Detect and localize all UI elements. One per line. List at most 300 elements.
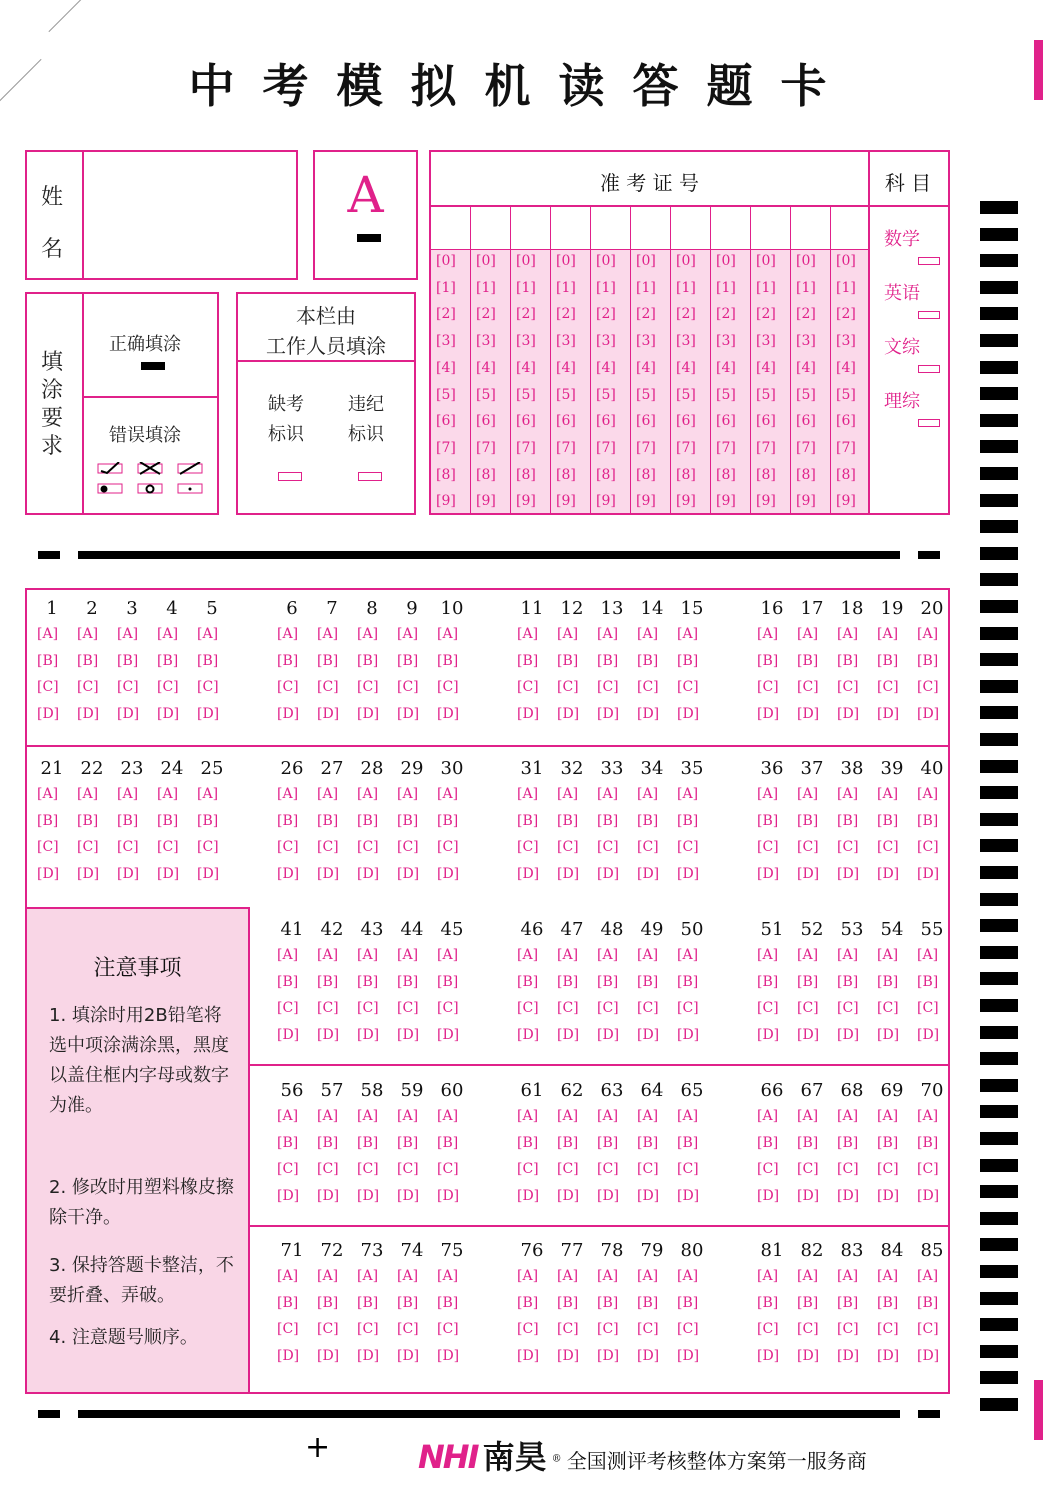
answer-bubble-a[interactable]: [A]: [677, 1108, 699, 1124]
exam-id-bubble[interactable]: [596, 467, 616, 483]
exam-id-bubble[interactable]: [476, 280, 496, 296]
answer-bubble-c[interactable]: [C]: [677, 839, 699, 855]
answer-bubble-c[interactable]: [C]: [277, 679, 299, 695]
exam-id-bubble[interactable]: [716, 253, 736, 269]
answer-bubble-d[interactable]: [D]: [877, 705, 900, 722]
answer-bubble-b[interactable]: [B]: [637, 652, 659, 669]
answer-bubble-a[interactable]: [A]: [277, 947, 299, 963]
answer-bubble-b[interactable]: [B]: [797, 1134, 819, 1151]
answer-bubble-a[interactable]: [A]: [397, 947, 419, 963]
exam-id-bubble[interactable]: [796, 333, 816, 349]
exam-id-bubble[interactable]: [516, 333, 536, 349]
answer-bubble-c[interactable]: [C]: [277, 1000, 299, 1016]
exam-id-bubble[interactable]: [676, 280, 696, 296]
answer-bubble-b[interactable]: [B]: [677, 812, 699, 829]
exam-id-bubble[interactable]: [516, 467, 536, 483]
exam-id-bubble[interactable]: [556, 440, 576, 456]
answer-bubble-d[interactable]: [D]: [757, 865, 780, 882]
answer-bubble-c[interactable]: [C]: [597, 1161, 619, 1177]
answer-bubble-d[interactable]: [D]: [637, 1347, 660, 1364]
answer-bubble-d[interactable]: [D]: [277, 1347, 300, 1364]
answer-bubble-d[interactable]: [D]: [517, 705, 540, 722]
answer-bubble-c[interactable]: [C]: [437, 1321, 459, 1337]
exam-id-bubble[interactable]: [756, 413, 776, 429]
answer-bubble-b[interactable]: [B]: [517, 1294, 539, 1311]
answer-bubble-d[interactable]: [D]: [677, 705, 700, 722]
answer-bubble-b[interactable]: [B]: [597, 973, 619, 990]
answer-bubble-a[interactable]: [A]: [837, 947, 859, 963]
exam-id-bubble[interactable]: [676, 440, 696, 456]
answer-bubble-b[interactable]: [B]: [37, 652, 59, 669]
answer-bubble-b[interactable]: [B]: [277, 812, 299, 829]
exam-id-bubble[interactable]: [716, 493, 736, 509]
exam-id-bubble[interactable]: [556, 413, 576, 429]
answer-bubble-a[interactable]: [A]: [877, 1268, 899, 1284]
answer-bubble-c[interactable]: [C]: [317, 839, 339, 855]
exam-id-bubble[interactable]: [436, 467, 456, 483]
answer-bubble-a[interactable]: [A]: [277, 1268, 299, 1284]
answer-bubble-a[interactable]: [A]: [757, 786, 779, 802]
answer-bubble-b[interactable]: [B]: [317, 973, 339, 990]
exam-id-bubble[interactable]: [716, 306, 736, 322]
answer-bubble-c[interactable]: [C]: [277, 1161, 299, 1177]
answer-bubble-a[interactable]: [A]: [597, 1268, 619, 1284]
answer-bubble-b[interactable]: [B]: [157, 812, 179, 829]
answer-bubble-c[interactable]: [C]: [757, 679, 779, 695]
answer-bubble-a[interactable]: [A]: [917, 947, 939, 963]
exam-id-bubble[interactable]: [476, 493, 496, 509]
answer-bubble-d[interactable]: [D]: [317, 1347, 340, 1364]
answer-bubble-b[interactable]: [B]: [317, 1294, 339, 1311]
answer-bubble-a[interactable]: [A]: [397, 1268, 419, 1284]
answer-bubble-b[interactable]: [B]: [797, 812, 819, 829]
answer-bubble-b[interactable]: [B]: [797, 1294, 819, 1311]
answer-bubble-c[interactable]: [C]: [797, 1321, 819, 1337]
answer-bubble-c[interactable]: [C]: [677, 1000, 699, 1016]
answer-bubble-c[interactable]: [C]: [157, 679, 179, 695]
answer-bubble-b[interactable]: [B]: [917, 973, 939, 990]
answer-bubble-a[interactable]: [A]: [437, 786, 459, 802]
exam-id-bubble[interactable]: [716, 387, 736, 403]
answer-bubble-b[interactable]: [B]: [757, 652, 779, 669]
answer-bubble-a[interactable]: [A]: [597, 947, 619, 963]
answer-bubble-d[interactable]: [D]: [797, 865, 820, 882]
answer-bubble-d[interactable]: [D]: [517, 1347, 540, 1364]
answer-bubble-d[interactable]: [D]: [677, 1187, 700, 1204]
exam-id-bubble[interactable]: [476, 306, 496, 322]
answer-bubble-a[interactable]: [A]: [397, 786, 419, 802]
answer-bubble-d[interactable]: [D]: [837, 1347, 860, 1364]
answer-bubble-a[interactable]: [A]: [637, 626, 659, 642]
subject-bubble[interactable]: [918, 311, 940, 319]
answer-bubble-a[interactable]: [A]: [797, 1108, 819, 1124]
answer-bubble-a[interactable]: [A]: [877, 786, 899, 802]
exam-id-bubble[interactable]: [836, 413, 856, 429]
answer-bubble-b[interactable]: [B]: [277, 1134, 299, 1151]
answer-bubble-b[interactable]: [B]: [557, 1134, 579, 1151]
answer-bubble-b[interactable]: [B]: [677, 1134, 699, 1151]
answer-bubble-d[interactable]: [D]: [517, 1026, 540, 1043]
answer-bubble-a[interactable]: [A]: [277, 786, 299, 802]
exam-id-bubble[interactable]: [756, 493, 776, 509]
exam-id-bubble[interactable]: [556, 360, 576, 376]
answer-bubble-a[interactable]: [A]: [357, 626, 379, 642]
answer-bubble-d[interactable]: [D]: [757, 705, 780, 722]
answer-bubble-a[interactable]: [A]: [157, 626, 179, 642]
exam-id-bubble[interactable]: [436, 387, 456, 403]
exam-id-bubble[interactable]: [636, 360, 656, 376]
exam-id-bubble[interactable]: [836, 306, 856, 322]
answer-bubble-a[interactable]: [A]: [117, 626, 139, 642]
answer-bubble-d[interactable]: [D]: [437, 1026, 460, 1043]
answer-bubble-a[interactable]: [A]: [557, 947, 579, 963]
answer-bubble-a[interactable]: [A]: [117, 786, 139, 802]
answer-bubble-d[interactable]: [D]: [557, 705, 580, 722]
exam-id-bubble[interactable]: [556, 280, 576, 296]
answer-bubble-b[interactable]: [B]: [197, 652, 219, 669]
answer-bubble-a[interactable]: [A]: [837, 1268, 859, 1284]
answer-bubble-d[interactable]: [D]: [117, 705, 140, 722]
exam-id-bubble[interactable]: [556, 467, 576, 483]
answer-bubble-d[interactable]: [D]: [437, 1187, 460, 1204]
answer-bubble-a[interactable]: [A]: [797, 786, 819, 802]
exam-id-bubble[interactable]: [676, 387, 696, 403]
answer-bubble-c[interactable]: [C]: [917, 1321, 939, 1337]
answer-bubble-b[interactable]: [B]: [757, 812, 779, 829]
answer-bubble-a[interactable]: [A]: [317, 1108, 339, 1124]
answer-bubble-d[interactable]: [D]: [277, 1026, 300, 1043]
exam-id-bubble[interactable]: [636, 467, 656, 483]
exam-id-bubble[interactable]: [756, 333, 776, 349]
answer-bubble-b[interactable]: [B]: [517, 973, 539, 990]
answer-bubble-c[interactable]: [C]: [677, 1321, 699, 1337]
answer-bubble-c[interactable]: [C]: [637, 1000, 659, 1016]
exam-id-bubble[interactable]: [756, 253, 776, 269]
answer-bubble-b[interactable]: [B]: [837, 652, 859, 669]
answer-bubble-b[interactable]: [B]: [557, 973, 579, 990]
answer-bubble-c[interactable]: [C]: [157, 839, 179, 855]
answer-bubble-c[interactable]: [C]: [357, 1000, 379, 1016]
answer-bubble-c[interactable]: [C]: [917, 1161, 939, 1177]
answer-bubble-b[interactable]: [B]: [877, 812, 899, 829]
answer-bubble-d[interactable]: [D]: [357, 1347, 380, 1364]
answer-bubble-b[interactable]: [B]: [637, 1134, 659, 1151]
answer-bubble-a[interactable]: [A]: [877, 626, 899, 642]
exam-id-bubble[interactable]: [436, 253, 456, 269]
answer-bubble-c[interactable]: [C]: [837, 1321, 859, 1337]
answer-bubble-b[interactable]: [B]: [877, 1294, 899, 1311]
answer-bubble-c[interactable]: [C]: [37, 839, 59, 855]
exam-id-bubble[interactable]: [756, 440, 776, 456]
exam-id-bubble[interactable]: [796, 467, 816, 483]
answer-bubble-c[interactable]: [C]: [117, 839, 139, 855]
answer-bubble-b[interactable]: [B]: [557, 1294, 579, 1311]
answer-bubble-d[interactable]: [D]: [797, 705, 820, 722]
exam-id-bubble[interactable]: [516, 387, 536, 403]
answer-bubble-a[interactable]: [A]: [757, 626, 779, 642]
exam-id-bubble[interactable]: [836, 360, 856, 376]
exam-id-bubble[interactable]: [796, 360, 816, 376]
answer-bubble-b[interactable]: [B]: [157, 652, 179, 669]
answer-bubble-b[interactable]: [B]: [837, 1134, 859, 1151]
answer-bubble-c[interactable]: [C]: [397, 679, 419, 695]
answer-bubble-c[interactable]: [C]: [917, 839, 939, 855]
answer-bubble-c[interactable]: [C]: [637, 839, 659, 855]
exam-id-bubble[interactable]: [796, 493, 816, 509]
exam-id-bubble[interactable]: [556, 493, 576, 509]
answer-bubble-d[interactable]: [D]: [197, 865, 220, 882]
answer-bubble-b[interactable]: [B]: [437, 652, 459, 669]
answer-bubble-a[interactable]: [A]: [517, 947, 539, 963]
exam-id-bubble[interactable]: [756, 360, 776, 376]
answer-bubble-a[interactable]: [A]: [437, 626, 459, 642]
answer-bubble-b[interactable]: [B]: [837, 812, 859, 829]
answer-bubble-a[interactable]: [A]: [517, 786, 539, 802]
answer-bubble-a[interactable]: [A]: [637, 1108, 659, 1124]
exam-id-bubble[interactable]: [676, 360, 696, 376]
answer-bubble-c[interactable]: [C]: [917, 679, 939, 695]
answer-bubble-a[interactable]: [A]: [637, 1268, 659, 1284]
answer-bubble-c[interactable]: [C]: [517, 839, 539, 855]
answer-bubble-d[interactable]: [D]: [637, 1187, 660, 1204]
answer-bubble-d[interactable]: [D]: [757, 1347, 780, 1364]
answer-bubble-b[interactable]: [B]: [557, 652, 579, 669]
answer-bubble-a[interactable]: [A]: [557, 1268, 579, 1284]
answer-bubble-c[interactable]: [C]: [357, 1321, 379, 1337]
exam-id-bubble[interactable]: [476, 440, 496, 456]
exam-id-bubble[interactable]: [516, 413, 536, 429]
exam-id-bubble[interactable]: [636, 333, 656, 349]
answer-bubble-c[interactable]: [C]: [557, 1321, 579, 1337]
exam-id-bubble[interactable]: [836, 253, 856, 269]
answer-bubble-d[interactable]: [D]: [397, 705, 420, 722]
exam-id-bubble[interactable]: [676, 467, 696, 483]
answer-bubble-a[interactable]: [A]: [437, 1268, 459, 1284]
answer-bubble-a[interactable]: [A]: [597, 786, 619, 802]
answer-bubble-d[interactable]: [D]: [597, 1026, 620, 1043]
exam-id-bubble[interactable]: [836, 440, 856, 456]
answer-bubble-b[interactable]: [B]: [277, 652, 299, 669]
answer-bubble-a[interactable]: [A]: [917, 1268, 939, 1284]
exam-id-bubble[interactable]: [796, 280, 816, 296]
answer-bubble-b[interactable]: [B]: [877, 652, 899, 669]
answer-bubble-b[interactable]: [B]: [677, 973, 699, 990]
exam-id-bubble[interactable]: [516, 280, 536, 296]
answer-bubble-c[interactable]: [C]: [397, 1161, 419, 1177]
answer-bubble-a[interactable]: [A]: [357, 1268, 379, 1284]
exam-id-bubble[interactable]: [556, 253, 576, 269]
answer-bubble-c[interactable]: [C]: [917, 1000, 939, 1016]
answer-bubble-b[interactable]: [B]: [797, 973, 819, 990]
exam-id-bubble[interactable]: [636, 440, 656, 456]
exam-id-bubble[interactable]: [676, 306, 696, 322]
answer-bubble-d[interactable]: [D]: [637, 1026, 660, 1043]
answer-bubble-c[interactable]: [C]: [797, 1161, 819, 1177]
answer-bubble-d[interactable]: [D]: [77, 865, 100, 882]
answer-bubble-b[interactable]: [B]: [317, 652, 339, 669]
answer-bubble-a[interactable]: [A]: [317, 1268, 339, 1284]
answer-bubble-a[interactable]: [A]: [677, 947, 699, 963]
answer-bubble-c[interactable]: [C]: [837, 679, 859, 695]
answer-bubble-a[interactable]: [A]: [397, 626, 419, 642]
answer-bubble-c[interactable]: [C]: [597, 1000, 619, 1016]
subject-bubble[interactable]: [918, 365, 940, 373]
answer-bubble-a[interactable]: [A]: [317, 786, 339, 802]
answer-bubble-d[interactable]: [D]: [317, 1187, 340, 1204]
answer-bubble-d[interactable]: [D]: [677, 865, 700, 882]
answer-bubble-c[interactable]: [C]: [797, 1000, 819, 1016]
exam-id-bubble[interactable]: [436, 306, 456, 322]
answer-bubble-c[interactable]: [C]: [877, 679, 899, 695]
answer-bubble-b[interactable]: [B]: [357, 1134, 379, 1151]
answer-bubble-a[interactable]: [A]: [357, 786, 379, 802]
answer-bubble-a[interactable]: [A]: [917, 626, 939, 642]
answer-bubble-a[interactable]: [A]: [197, 626, 219, 642]
exam-id-bubble[interactable]: [476, 333, 496, 349]
exam-id-bubble[interactable]: [796, 306, 816, 322]
answer-bubble-c[interactable]: [C]: [837, 1161, 859, 1177]
answer-bubble-a[interactable]: [A]: [757, 1108, 779, 1124]
answer-bubble-b[interactable]: [B]: [637, 812, 659, 829]
answer-bubble-a[interactable]: [A]: [597, 626, 619, 642]
answer-bubble-d[interactable]: [D]: [517, 865, 540, 882]
answer-bubble-c[interactable]: [C]: [837, 839, 859, 855]
answer-bubble-c[interactable]: [C]: [757, 1000, 779, 1016]
answer-bubble-a[interactable]: [A]: [757, 947, 779, 963]
answer-bubble-b[interactable]: [B]: [517, 812, 539, 829]
answer-bubble-c[interactable]: [C]: [437, 679, 459, 695]
answer-bubble-d[interactable]: [D]: [637, 865, 660, 882]
answer-bubble-a[interactable]: [A]: [157, 786, 179, 802]
exam-id-bubble[interactable]: [596, 493, 616, 509]
answer-bubble-d[interactable]: [D]: [877, 1026, 900, 1043]
answer-bubble-c[interactable]: [C]: [77, 839, 99, 855]
answer-bubble-b[interactable]: [B]: [917, 652, 939, 669]
answer-bubble-d[interactable]: [D]: [917, 1026, 940, 1043]
answer-bubble-d[interactable]: [D]: [397, 1347, 420, 1364]
answer-bubble-d[interactable]: [D]: [37, 705, 60, 722]
answer-bubble-a[interactable]: [A]: [677, 1268, 699, 1284]
answer-bubble-c[interactable]: [C]: [357, 839, 379, 855]
answer-bubble-a[interactable]: [A]: [317, 947, 339, 963]
answer-bubble-b[interactable]: [B]: [357, 973, 379, 990]
answer-bubble-b[interactable]: [B]: [277, 973, 299, 990]
answer-bubble-d[interactable]: [D]: [357, 865, 380, 882]
answer-bubble-c[interactable]: [C]: [517, 679, 539, 695]
exam-id-bubble[interactable]: [476, 387, 496, 403]
answer-bubble-b[interactable]: [B]: [837, 1294, 859, 1311]
answer-bubble-c[interactable]: [C]: [37, 679, 59, 695]
answer-bubble-a[interactable]: [A]: [37, 786, 59, 802]
answer-bubble-b[interactable]: [B]: [517, 652, 539, 669]
answer-bubble-c[interactable]: [C]: [317, 1000, 339, 1016]
answer-bubble-c[interactable]: [C]: [277, 1321, 299, 1337]
answer-bubble-a[interactable]: [A]: [37, 626, 59, 642]
answer-bubble-c[interactable]: [C]: [637, 1321, 659, 1337]
answer-bubble-d[interactable]: [D]: [917, 705, 940, 722]
answer-bubble-a[interactable]: [A]: [517, 626, 539, 642]
exam-id-bubble[interactable]: [756, 306, 776, 322]
answer-bubble-b[interactable]: [B]: [837, 973, 859, 990]
answer-bubble-c[interactable]: [C]: [277, 839, 299, 855]
answer-bubble-c[interactable]: [C]: [397, 1000, 419, 1016]
answer-bubble-a[interactable]: [A]: [877, 1108, 899, 1124]
answer-bubble-c[interactable]: [C]: [197, 679, 219, 695]
exam-id-bubble[interactable]: [516, 360, 536, 376]
answer-bubble-a[interactable]: [A]: [557, 786, 579, 802]
exam-id-bubble[interactable]: [636, 253, 656, 269]
answer-bubble-c[interactable]: [C]: [317, 679, 339, 695]
answer-bubble-d[interactable]: [D]: [797, 1187, 820, 1204]
exam-id-bubble[interactable]: [716, 360, 736, 376]
answer-bubble-d[interactable]: [D]: [797, 1347, 820, 1364]
answer-bubble-a[interactable]: [A]: [677, 626, 699, 642]
answer-bubble-a[interactable]: [A]: [357, 1108, 379, 1124]
answer-bubble-d[interactable]: [D]: [157, 705, 180, 722]
answer-bubble-a[interactable]: [A]: [597, 1108, 619, 1124]
answer-bubble-b[interactable]: [B]: [917, 812, 939, 829]
answer-bubble-d[interactable]: [D]: [397, 1026, 420, 1043]
violation-bubble[interactable]: [358, 472, 382, 481]
exam-id-bubble[interactable]: [476, 413, 496, 429]
answer-bubble-d[interactable]: [D]: [797, 1026, 820, 1043]
answer-bubble-b[interactable]: [B]: [317, 1134, 339, 1151]
exam-id-bubble[interactable]: [756, 467, 776, 483]
answer-bubble-d[interactable]: [D]: [557, 1026, 580, 1043]
exam-id-bubble[interactable]: [636, 387, 656, 403]
answer-bubble-a[interactable]: [A]: [77, 626, 99, 642]
answer-bubble-c[interactable]: [C]: [557, 1161, 579, 1177]
answer-bubble-d[interactable]: [D]: [637, 705, 660, 722]
answer-bubble-d[interactable]: [D]: [917, 865, 940, 882]
answer-bubble-c[interactable]: [C]: [197, 839, 219, 855]
answer-bubble-b[interactable]: [B]: [917, 1134, 939, 1151]
answer-bubble-c[interactable]: [C]: [637, 679, 659, 695]
answer-bubble-c[interactable]: [C]: [677, 1161, 699, 1177]
answer-bubble-b[interactable]: [B]: [517, 1134, 539, 1151]
answer-bubble-c[interactable]: [C]: [597, 839, 619, 855]
answer-bubble-a[interactable]: [A]: [797, 626, 819, 642]
answer-bubble-b[interactable]: [B]: [117, 652, 139, 669]
exam-id-bubble[interactable]: [596, 440, 616, 456]
exam-id-bubble[interactable]: [676, 413, 696, 429]
answer-bubble-a[interactable]: [A]: [797, 1268, 819, 1284]
answer-bubble-b[interactable]: [B]: [597, 1294, 619, 1311]
answer-bubble-d[interactable]: [D]: [357, 705, 380, 722]
answer-bubble-a[interactable]: [A]: [877, 947, 899, 963]
exam-id-bubble[interactable]: [596, 280, 616, 296]
answer-bubble-d[interactable]: [D]: [117, 865, 140, 882]
answer-bubble-c[interactable]: [C]: [757, 1321, 779, 1337]
exam-id-bubble[interactable]: [556, 387, 576, 403]
answer-bubble-d[interactable]: [D]: [757, 1026, 780, 1043]
answer-bubble-d[interactable]: [D]: [157, 865, 180, 882]
exam-id-bubble[interactable]: [476, 253, 496, 269]
answer-bubble-a[interactable]: [A]: [557, 1108, 579, 1124]
answer-bubble-d[interactable]: [D]: [277, 705, 300, 722]
exam-id-bubble[interactable]: [596, 253, 616, 269]
answer-bubble-d[interactable]: [D]: [837, 1187, 860, 1204]
answer-bubble-b[interactable]: [B]: [877, 973, 899, 990]
exam-id-bubble[interactable]: [516, 440, 536, 456]
exam-id-bubble[interactable]: [636, 306, 656, 322]
answer-bubble-b[interactable]: [B]: [77, 812, 99, 829]
exam-id-bubble[interactable]: [596, 333, 616, 349]
answer-bubble-a[interactable]: [A]: [757, 1268, 779, 1284]
answer-bubble-c[interactable]: [C]: [517, 1321, 539, 1337]
exam-id-bubble[interactable]: [436, 440, 456, 456]
exam-id-bubble[interactable]: [716, 440, 736, 456]
